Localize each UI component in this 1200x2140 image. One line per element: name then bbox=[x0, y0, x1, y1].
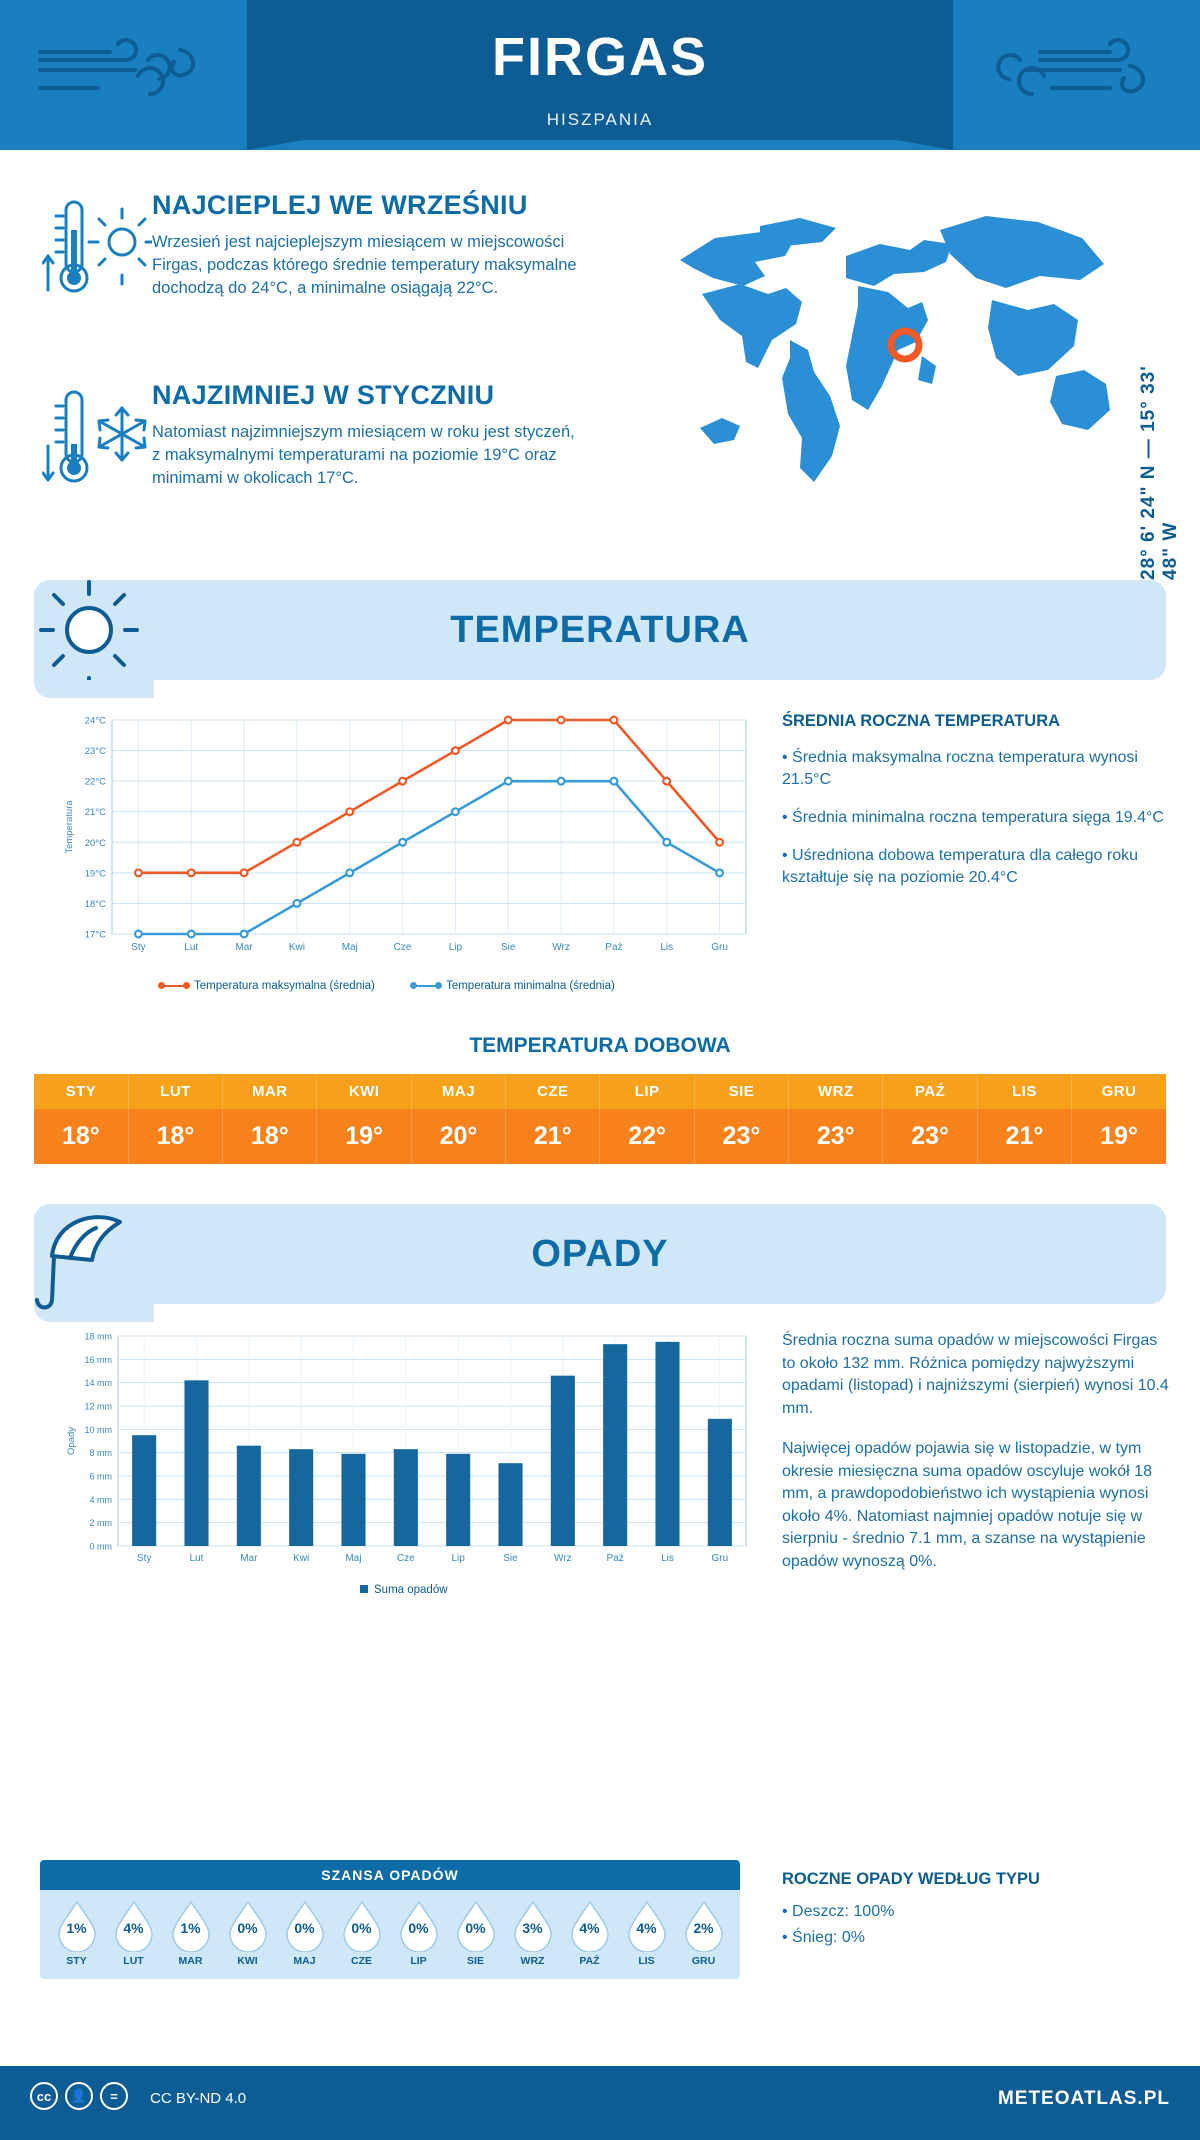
precipitation-paragraph-2: Najwięcej opadów pojawia się w listopadzie, w tym okresie miesięczna suma opadów oscyluje wokół 18 mm, a prawdopodobieństwo ich wystąpienia wynosi około 4%. Natomiast najmniej opadów notuje się w sierpniu - średnio 7.1 mm, a szanse na wystąpienie opadów wynoszą 0%. bbox=[782, 1440, 1152, 1570]
svg-text:Sty: Sty bbox=[131, 942, 146, 953]
svg-text:Lut: Lut bbox=[184, 942, 199, 953]
warmest-month-block bbox=[42, 190, 662, 300]
svg-text:Gru: Gru bbox=[711, 942, 728, 953]
svg-text:17°C: 17°C bbox=[84, 929, 106, 941]
chance-drop bbox=[390, 1900, 447, 1967]
header bbox=[0, 0, 1200, 150]
chance-drop bbox=[675, 1900, 732, 1967]
daily-head-cell: LIP bbox=[600, 1074, 694, 1109]
chance-value: 0% bbox=[351, 1920, 372, 1936]
svg-text:Lis: Lis bbox=[661, 1553, 674, 1564]
precipitation-chance-table bbox=[40, 1860, 740, 1979]
daily-value-cell: 18° bbox=[128, 1109, 222, 1164]
chance-drop bbox=[447, 1900, 504, 1967]
water-drop-icon bbox=[682, 1900, 726, 1952]
daily-head-cell: KWI bbox=[317, 1074, 411, 1109]
daily-value-cell: 23° bbox=[789, 1109, 883, 1164]
precipitation-chance-body bbox=[40, 1890, 740, 1979]
chance-month: GRU bbox=[691, 1955, 716, 1967]
precipitation-chance-title: SZANSA OPADÓW bbox=[40, 1860, 740, 1890]
precipitation-type-snow: • Śnieg: 0% bbox=[782, 1929, 865, 1946]
daily-value-cell: 21° bbox=[977, 1109, 1071, 1164]
temperature-chart-svg bbox=[60, 708, 760, 968]
daily-head-cell: STY bbox=[34, 1074, 128, 1109]
coldest-text: Natomiast najzimniejszym miesiącem w roku jest styczeń, z maksymalnymi temperaturami na poziomie 19°C oraz minimami w okolicach 17°C. bbox=[152, 423, 575, 487]
daily-head-cell: PAŹ bbox=[883, 1074, 977, 1109]
daily-temperature-table bbox=[34, 1074, 1166, 1164]
chance-month: CZE bbox=[351, 1955, 372, 1967]
daily-value-row bbox=[34, 1109, 1166, 1164]
temperature-banner bbox=[34, 580, 1166, 680]
water-drop-icon bbox=[169, 1900, 213, 1952]
svg-text:Wrz: Wrz bbox=[554, 1553, 572, 1564]
svg-text:Wrz: Wrz bbox=[552, 942, 570, 953]
svg-text:Mar: Mar bbox=[235, 942, 253, 953]
chance-value: 0% bbox=[408, 1920, 429, 1936]
svg-text:19°C: 19°C bbox=[84, 868, 106, 880]
temperature-line-chart bbox=[60, 708, 760, 1008]
svg-text:21°C: 21°C bbox=[84, 807, 106, 819]
temperature-bullet-3: • Uśredniona dobowa temperatura dla całego roku kształtuje się na poziomie 20.4°C bbox=[782, 847, 1139, 886]
chance-value: 3% bbox=[522, 1920, 543, 1936]
chance-value: 0% bbox=[465, 1920, 486, 1936]
precipitation-banner-title: OPADY bbox=[531, 1233, 669, 1275]
water-drop-icon bbox=[340, 1900, 384, 1952]
svg-text:Temperatura: Temperatura bbox=[64, 800, 75, 854]
precipitation-legend: Suma opadów bbox=[360, 1584, 448, 1596]
chance-value: 1% bbox=[66, 1920, 87, 1936]
water-drop-icon bbox=[397, 1900, 441, 1952]
daily-head-cell: LUT bbox=[128, 1074, 222, 1109]
chance-month: KWI bbox=[237, 1955, 258, 1967]
footer bbox=[0, 2066, 1200, 2140]
top-info bbox=[0, 150, 1200, 580]
daily-temperature-title: TEMPERATURA DOBOWA bbox=[469, 1034, 731, 1057]
svg-text:6 mm: 6 mm bbox=[89, 1471, 112, 1482]
svg-text:16 mm: 16 mm bbox=[84, 1354, 112, 1365]
daily-value-cell: 21° bbox=[506, 1109, 600, 1164]
svg-text:Gru: Gru bbox=[711, 1553, 729, 1564]
svg-text:Lut: Lut bbox=[189, 1553, 204, 1564]
page-title: FIRGAS bbox=[491, 27, 708, 87]
chance-month: MAJ bbox=[293, 1955, 316, 1967]
svg-text:Lis: Lis bbox=[660, 942, 674, 953]
thermometer-sun-icon bbox=[42, 194, 152, 314]
daily-head-cell: GRU bbox=[1072, 1074, 1166, 1109]
precipitation-summary bbox=[782, 1330, 1172, 1591]
svg-text:Sty: Sty bbox=[136, 1553, 152, 1564]
temperature-summary-title: ŚREDNIA ROCZNA TEMPERATURA bbox=[782, 712, 1061, 730]
daily-value-cell: 19° bbox=[317, 1109, 411, 1164]
coordinates bbox=[1138, 340, 1182, 580]
daily-head-cell: LIS bbox=[977, 1074, 1071, 1109]
water-drop-icon bbox=[511, 1900, 555, 1952]
svg-text:Maj: Maj bbox=[345, 1553, 362, 1564]
svg-text:22°C: 22°C bbox=[84, 776, 106, 788]
temperature-bullet-1: • Średnia maksymalna roczna temperatura wynosi 21.5°C bbox=[782, 749, 1138, 788]
coldest-title: NAJZIMNIEJ W STYCZNIU bbox=[152, 380, 495, 410]
wind-icon bbox=[980, 30, 1170, 120]
warmest-text: Wrzesień jest najcieplejszym miesiącem w miejscowości Firgas, podczas którego średnie temperatury maksymalne dochodzą do 24°C, a minimalne osiągają 22°C. bbox=[152, 233, 577, 297]
chance-month: SIE bbox=[467, 1955, 484, 1967]
chance-drop bbox=[276, 1900, 333, 1967]
license-text: CC BY-ND 4.0 bbox=[150, 2090, 247, 2107]
svg-text:12 mm: 12 mm bbox=[84, 1401, 112, 1412]
legend-item-min: Temperatura minimalna (średnia) bbox=[412, 980, 615, 992]
svg-text:Cze: Cze bbox=[393, 942, 412, 953]
temperature-banner-tab bbox=[34, 580, 154, 698]
daily-value-cell: 20° bbox=[411, 1109, 505, 1164]
wind-icon bbox=[30, 30, 220, 120]
chance-drop bbox=[618, 1900, 675, 1967]
daily-value-cell: 23° bbox=[694, 1109, 788, 1164]
precipitation-chart-svg bbox=[60, 1326, 760, 1576]
brand-label: METEOATLAS.PL bbox=[997, 2088, 1170, 2109]
precipitation-types bbox=[782, 1870, 1172, 1953]
chance-month: WRZ bbox=[520, 1955, 545, 1967]
daily-value-cell: 23° bbox=[883, 1109, 977, 1164]
chance-month: STY bbox=[66, 1955, 87, 1967]
sun-icon bbox=[34, 580, 144, 680]
temperature-bullet-2: • Średnia minimalna roczna temperatura sięga 19.4°C bbox=[782, 809, 1164, 826]
coordinates-value: 28° 6' 24" N — 15° 33' 48" W bbox=[1138, 365, 1181, 580]
svg-text:10 mm: 10 mm bbox=[84, 1424, 112, 1435]
daily-head-row bbox=[34, 1074, 1166, 1109]
chance-value: 0% bbox=[294, 1920, 315, 1936]
temperature-summary bbox=[782, 712, 1172, 905]
world-map bbox=[640, 190, 1140, 520]
svg-text:Sie: Sie bbox=[501, 942, 516, 953]
daily-value-cell: 22° bbox=[600, 1109, 694, 1164]
temperature-banner-title: TEMPERATURA bbox=[450, 609, 750, 651]
chance-drop bbox=[48, 1900, 105, 1967]
svg-text:Sie: Sie bbox=[503, 1553, 518, 1564]
chance-value: 0% bbox=[237, 1920, 258, 1936]
daily-value-cell: 18° bbox=[34, 1109, 128, 1164]
legend-item-max: Temperatura maksymalna (średnia) bbox=[160, 980, 375, 992]
chance-drop bbox=[162, 1900, 219, 1967]
cc-badges bbox=[30, 2082, 128, 2110]
chance-value: 4% bbox=[579, 1920, 600, 1936]
svg-text:14 mm: 14 mm bbox=[84, 1378, 112, 1389]
country-subtitle: HISZPANIA bbox=[546, 110, 654, 129]
precipitation-bar-chart bbox=[60, 1326, 760, 1616]
chance-drop bbox=[561, 1900, 618, 1967]
precipitation-type-rain: • Deszcz: 100% bbox=[782, 1903, 895, 1920]
chance-month: PAŹ bbox=[579, 1955, 600, 1967]
water-drop-icon bbox=[112, 1900, 156, 1952]
svg-text:23°C: 23°C bbox=[84, 746, 106, 758]
chance-value: 1% bbox=[180, 1920, 201, 1936]
svg-text:Kwi: Kwi bbox=[288, 942, 305, 953]
svg-text:Opady: Opady bbox=[66, 1427, 77, 1455]
daily-head-cell: MAJ bbox=[411, 1074, 505, 1109]
by-icon: 👤 bbox=[65, 2082, 93, 2110]
chance-value: 2% bbox=[693, 1920, 714, 1936]
nd-icon: = bbox=[100, 2082, 128, 2110]
svg-text:20°C: 20°C bbox=[84, 837, 106, 849]
svg-text:Maj: Maj bbox=[341, 942, 358, 953]
svg-text:Paź: Paź bbox=[606, 1553, 624, 1564]
chance-value: 4% bbox=[123, 1920, 144, 1936]
chance-drop bbox=[504, 1900, 561, 1967]
svg-text:Mar: Mar bbox=[240, 1553, 258, 1564]
chance-month: LIP bbox=[410, 1955, 427, 1967]
daily-head-cell: SIE bbox=[694, 1074, 788, 1109]
water-drop-icon bbox=[625, 1900, 669, 1952]
svg-text:18°C: 18°C bbox=[84, 898, 106, 910]
chance-month: LUT bbox=[123, 1955, 144, 1967]
chance-drop bbox=[105, 1900, 162, 1967]
temperature-chart-area bbox=[0, 698, 1200, 1028]
water-drop-icon bbox=[226, 1900, 270, 1952]
daily-value-cell: 19° bbox=[1072, 1109, 1166, 1164]
precipitation-banner bbox=[34, 1204, 1166, 1304]
thermometer-snowflake-icon bbox=[42, 384, 152, 504]
water-drop-icon bbox=[283, 1900, 327, 1952]
svg-text:2 mm: 2 mm bbox=[89, 1518, 112, 1529]
temperature-legend bbox=[160, 980, 649, 992]
water-drop-icon bbox=[568, 1900, 612, 1952]
precipitation-chart-area bbox=[0, 1320, 1200, 1650]
daily-value-cell: 18° bbox=[223, 1109, 317, 1164]
svg-text:8 mm: 8 mm bbox=[89, 1448, 112, 1459]
daily-head-cell: CZE bbox=[506, 1074, 600, 1109]
svg-text:Lip: Lip bbox=[451, 1553, 465, 1564]
svg-text:Cze: Cze bbox=[396, 1553, 415, 1564]
cc-icon: cc bbox=[30, 2082, 58, 2110]
chance-month: MAR bbox=[178, 1955, 203, 1967]
water-drop-icon bbox=[55, 1900, 99, 1952]
svg-text:4 mm: 4 mm bbox=[89, 1494, 112, 1505]
svg-text:18 mm: 18 mm bbox=[84, 1331, 112, 1342]
svg-text:Lip: Lip bbox=[448, 942, 463, 953]
precipitation-paragraph-1: Średnia roczna suma opadów w miejscowości Firgas to około 132 mm. Różnica pomiędzy najwyższymi opadami (listopad) i najniższymi (sierpień) wynosi 10.4 mm. bbox=[782, 1332, 1169, 1417]
chance-month: LIS bbox=[638, 1955, 655, 1967]
daily-head-cell: MAR bbox=[223, 1074, 317, 1109]
chance-drop bbox=[219, 1900, 276, 1967]
precipitation-types-title: ROCZNE OPADY WEDŁUG TYPU bbox=[782, 1870, 1040, 1888]
svg-text:0 mm: 0 mm bbox=[89, 1541, 112, 1552]
chance-drop bbox=[333, 1900, 390, 1967]
svg-text:Kwi: Kwi bbox=[293, 1553, 310, 1564]
world-map-svg bbox=[640, 190, 1140, 490]
precipitation-banner-tab bbox=[34, 1204, 154, 1322]
umbrella-icon bbox=[34, 1204, 144, 1314]
warmest-title: NAJCIEPLEJ WE WRZEŚNIU bbox=[152, 190, 528, 220]
water-drop-icon bbox=[454, 1900, 498, 1952]
coldest-month-block bbox=[42, 380, 662, 490]
daily-head-cell: WRZ bbox=[789, 1074, 883, 1109]
chance-value: 4% bbox=[636, 1920, 657, 1936]
svg-text:24°C: 24°C bbox=[84, 715, 106, 727]
svg-text:Paź: Paź bbox=[605, 942, 623, 953]
